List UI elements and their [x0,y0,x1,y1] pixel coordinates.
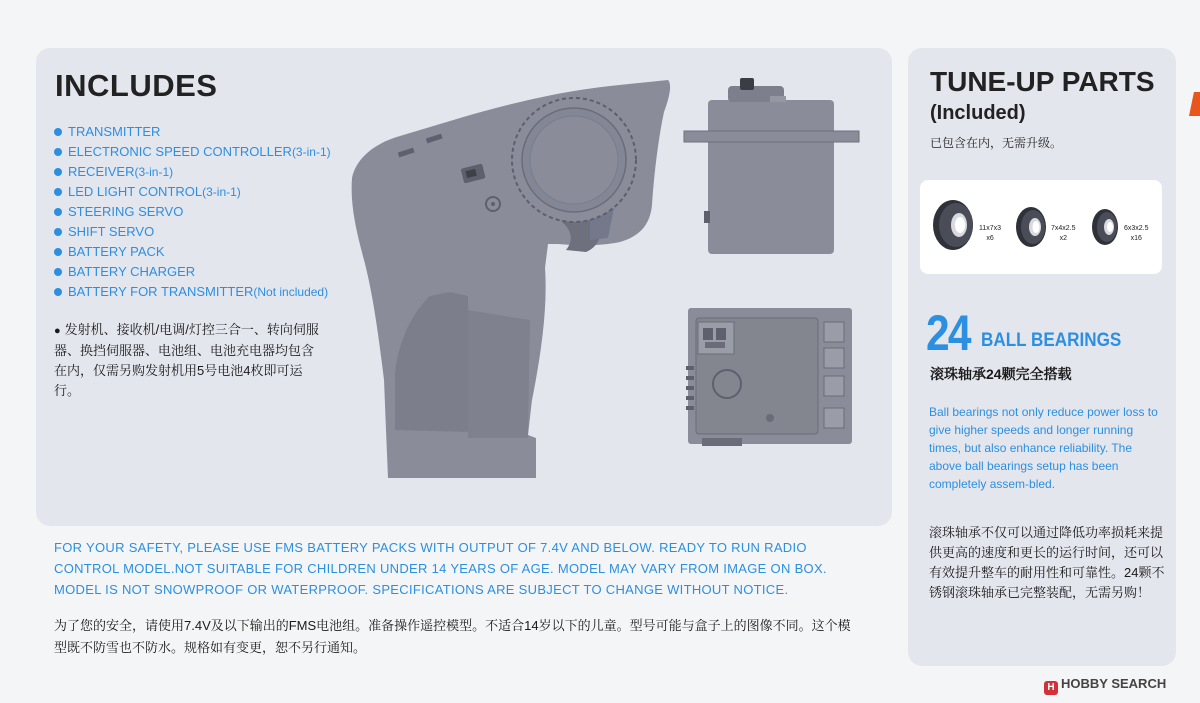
ball-bearings-cn-body: 滚珠轴承不仅可以通过降低功率损耗来提供更高的速度和更长的运行时间，还可以有效提升整车的耐用性和可靠性。24颗不锈钢滚珠轴承已完整装配，无需另购！ [929,525,1165,600]
tuneup-cn: 已包含在内，无需升级。 [930,136,1063,150]
list-item: BATTERY FOR TRANSMITTER(Not included) [54,282,331,302]
safety-notice-en: FOR YOUR SAFETY, PLEASE USE FMS BATTERY PACKS WITH OUTPUT OF 7.4V AND BELOW. READY TO RUN RADIO CONTROL MODEL.NOT SUITABLE FOR CHILDREN UNDER 14 YEARS OF AGE. MODEL MAY VARY FROM IMAGE ON BOX. MODEL IS NOT SNOWPROOF OR WATERPROOF. SPECIFICATIONS ARE SUBJECT TO CHANGE WITHOUT NOTICE. [54,540,827,597]
safety-notice-cn: 为了您的安全，请使用7.4V及以下输出的FMS电池组。准备操作遥控模型。不适合14岁以下的儿童。型号可能与盒子上的图像不同。这个模型既不防雪也不防水。规格如有变更，恕不另行通知。 [54,618,851,655]
list-item: RECEIVER(3-in-1) [54,162,331,182]
ball-bearings-en-body: Ball bearings not only reduce power loss to give higher speeds and longer running times, but also enhance reliability. The above ball bearings setup has been completely assem-bled. [929,405,1158,491]
bearing-icon [1016,207,1046,247]
includes-cn-note: ● 发射机、接收机/电调/灯控三合一、转向伺服器、换挡伺服器、电池组、电池充电器均包含在内，仅需另购发射机用5号电池4枚即可运行。 [54,322,319,398]
list-item: BATTERY CHARGER [54,262,331,282]
list-item: SHIFT SERVO [54,222,331,242]
list-item: LED LIGHT CONTROL(3-in-1) [54,182,331,202]
list-item: BATTERY PACK [54,242,331,262]
bearing-spec: 7x4x2.5 x2 [1051,225,1076,242]
list-item: TRANSMITTER [54,122,331,142]
list-item: ELECTRONIC SPEED CONTROLLER(3-in-1) [54,142,331,162]
hobby-search-watermark: H HOBBY SEARCH [1044,676,1166,694]
ball-bearings-cn-title: 滚珠轴承24颗完全搭载 [930,366,1072,382]
bearing-spec: 6x3x2.5 x16 [1124,225,1149,242]
list-item: STEERING SERVO [54,202,331,222]
bearing-icon [1092,209,1118,245]
hobby-search-logo-icon: H [1044,681,1058,695]
bearing-spec: 11x7x3 x6 [979,225,1002,242]
ball-bearings-label: BALL BEARINGS [981,330,1122,351]
tuneup-subtitle: (Included) [930,102,1026,124]
bearing-icon [933,200,973,250]
includes-title: INCLUDES [55,68,218,103]
ball-bearings-count: 24 [926,305,970,361]
tuneup-title: TUNE-UP PARTS [930,66,1155,97]
